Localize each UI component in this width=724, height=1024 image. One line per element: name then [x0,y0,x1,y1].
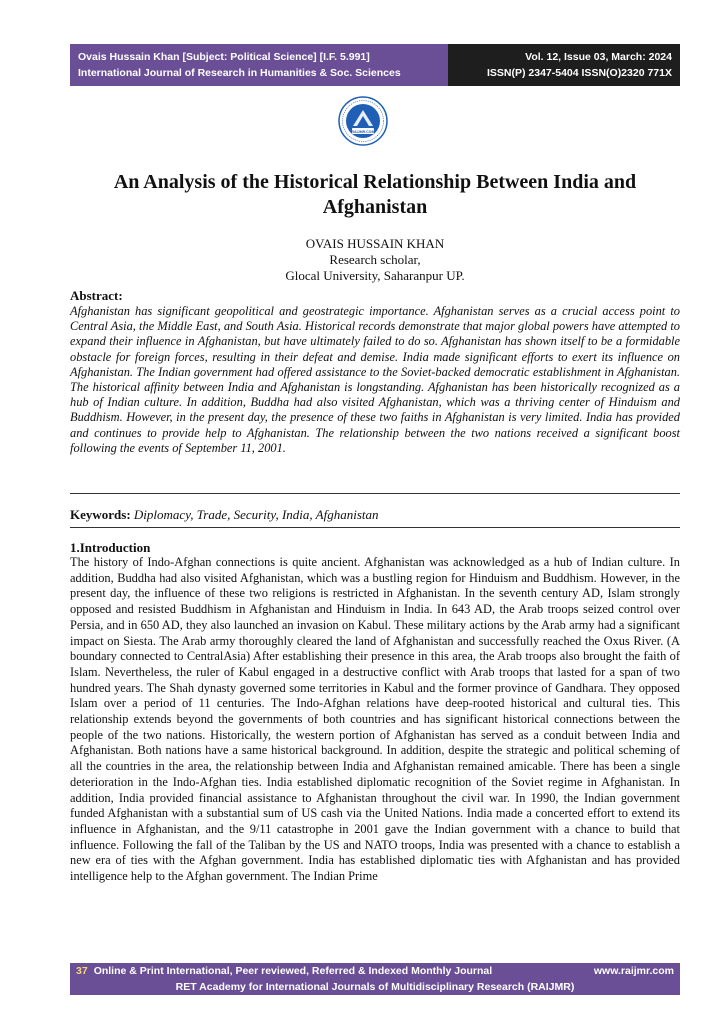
abstract-text: Afghanistan has significant geopolitical and geostrategic importance. Afghanistan serves as a crucial access point to Central Asia, the Middle East, and South Asia. Historical records demonstrate that major global powers have attempted to expand their influence in Afghanistan, but have ultimately failed to do so. Afghanistan has shown itself to be a formidable obstacle for foreign forces, resulting in their defeat and demise. India made significant efforts to exert its influence on Afghanistan. The Indian government had offered assistance to the Soviet-backed democratic establishment in Afghanistan. The historical affinity between India and Afghanistan is longstanding. Afghanistan has been historically recognized as a hub of Indian culture. In addition, Buddha had also visited Afghanistan, which was a thriving center of Hinduism and Buddhism. However, in the present day, the presence of these two faiths in Afghanistan is very limited. India has provided and continues to provide help to Afghanistan. The relationship between the two nations received a significant boost following the events of September 11, 2001. [70,304,680,455]
keywords-line [70,507,680,523]
page-number: 37 [76,965,88,977]
journal-footer [70,963,680,995]
header-author-line: Ovais Hussain Khan [Subject: Political Science] [I.F. 5.991] [78,51,370,63]
keywords-label: Keywords: [70,507,131,522]
introduction-text: The history of Indo-Afghan connections is quite ancient. Afghanistan was acknowledged as a hub of Indian culture. In addition, Buddha had also visited Afghanistan, which was a bustling region for Hinduism and Buddhism. However, in the present day, the influence of these two religions is restricted in Afghanistan. In the seventh century AD, Islam strongly opposed and resisted Buddhism in Afghanistan and Hinduism in India. In 643 AD, the Arab troops seized control over Persia, and in 650 AD, they also launched an invasion on Kabul. These military actions by the Arab army had a significant impact on Siesta. The Arab army thoroughly cleared the land of Afghanistan and successfully reached the Oxus River. (A boundary connected to CentralAsia) After establishing their presence in this area, the Arab troops also brought the faith of Islam. Nevertheless, the ruler of Kabul engaged in a destructive conflict with Arab troops that lasted for a span of two hundred years. The Shah dynasty governed some territories in Kabul and the former province of Gandhara. They opposed Islam over a period of 11 centuries. The Indo-Afghan relations have deep-rooted historical and cultural ties. This relationship extends beyond the governments of both countries and has significant historical connections between the people of the two nations. Historically, the western portion of Afghanistan has served as a conduit between India and Afghanistan. Both nations have a same historical background. In addition, despite the strategic and political scheming of all the countries in the area, the relationship between India and Afghanistan remained amicable. There has been a single deterioration in the Indo-Afghan ties. India established diplomatic recognition of the Soviet regime in Afghanistan. In addition, India provided financial assistance to Afghanistan throughout the civil war. In 1990, the Indian government funded Afghanistan with a substantial sum of US cash via the United Nations. India made a concerted effort to extend its influence in Afghanistan, and the 9/11 catastrophe in 2001 gave the Indian government with a chance to build that influence. Following the fall of the Taliban by the US and NATO troops, India was presented with a chance to establish a new era of ties with the Afghan government. India has established diplomatic ties with Afghanistan and has provided intelligence help to the Afghan government. The Indian Prime [70,555,680,884]
journal-logo [338,96,388,146]
header-volume-line: Vol. 12, Issue 03, March: 2024 [525,51,672,63]
author-name: OVAIS HUSSAIN KHAN [305,236,445,251]
logo-text: RAIJMR.COM [351,129,375,134]
author-block [70,236,680,284]
journal-header [70,44,680,86]
footer-journal-info: Online & Print International, Peer reviewed, Referred & Indexed Monthly Journal [93,965,493,977]
keywords-value: Diplomacy, Trade, Security, India, Afghanistan [133,507,379,522]
divider [70,527,680,528]
header-volume-issn [448,44,680,86]
author-role: Research scholar, [329,252,421,267]
footer-url-link[interactable]: www.raijmr.com [593,965,674,977]
footer-publisher: RET Academy for International Journals of Multidisciplinary Research (RAIJMR) [175,981,575,993]
author-affiliation: Glocal University, Saharanpur UP. [285,268,465,283]
header-issn-line: ISSN(P) 2347-5404 ISSN(O)2320 771X [486,67,672,79]
divider [70,493,680,494]
paper-title: An Analysis of the Historical Relationship Between India and Afghanistan [113,171,637,218]
header-journal-line: International Journal of Research in Humanities & Soc. Sciences [78,67,401,79]
section-heading: 1.Introduction [70,540,151,555]
header-author-journal [70,44,448,86]
abstract-heading: Abstract: [70,288,123,303]
